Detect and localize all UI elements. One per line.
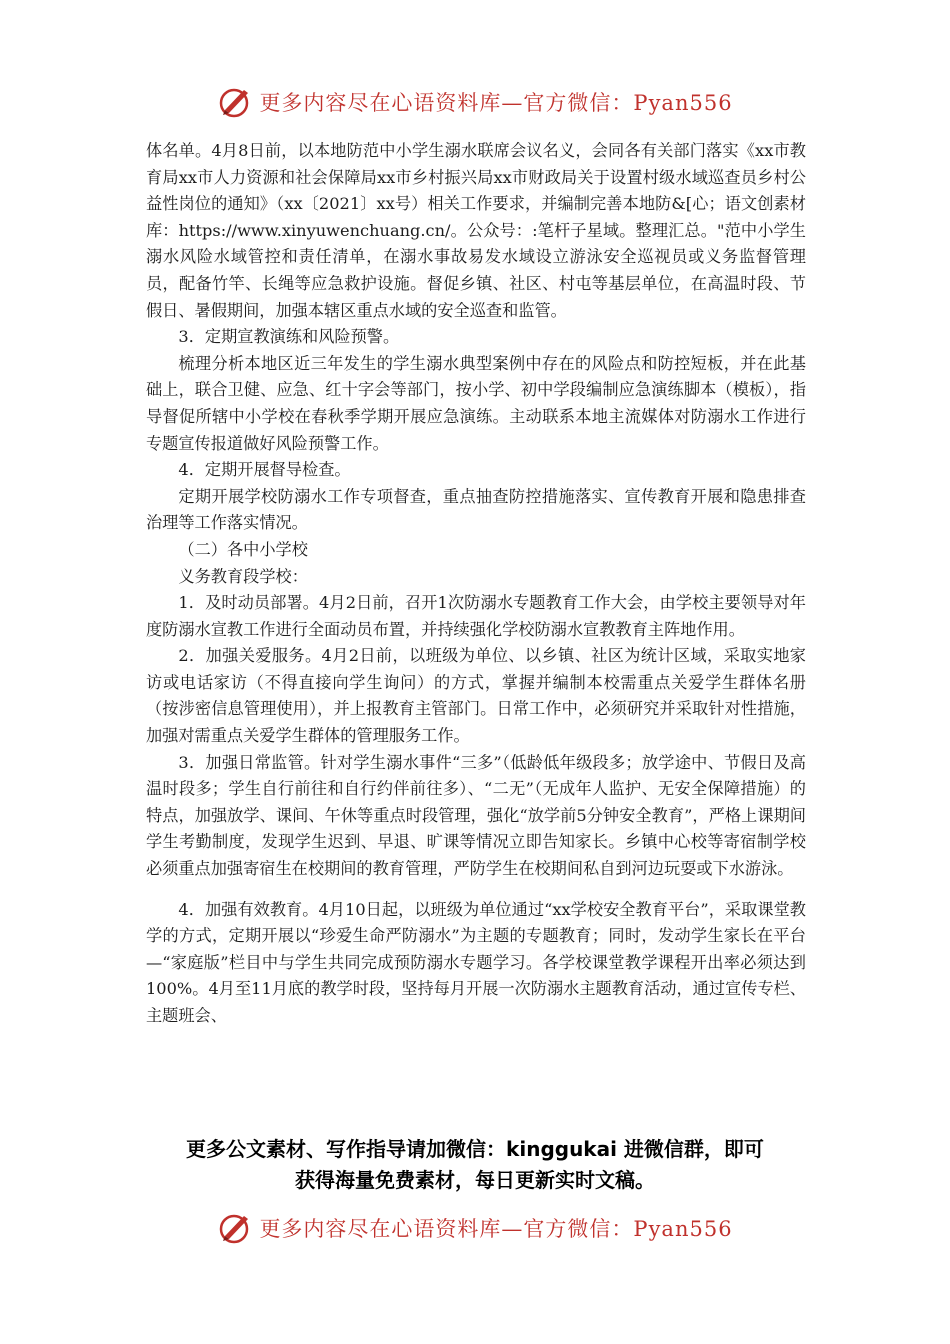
promo-line: 获得海量免费素材，每日更新实时文稿。 [295, 1168, 655, 1192]
section-heading: （二）各中小学校 [178, 539, 308, 559]
header-banner [0, 82, 950, 122]
promo-line: 更多公文素材、写作指导请加微信：kinggukai 进微信群，即可 [186, 1137, 764, 1161]
pen-and-circle-logo-icon [217, 1210, 253, 1246]
paragraph: 2．加强关爱服务。4月2日前，以班级为单位、以乡镇、社区为统计区域，采取实地家访或电话家访（不得直接向学生询问）的方式，掌握并编制本校需重点关爱学生群体名册（按涉密信息管理使用），并上报教育主管部门。日常工作中，必须研究并采取针对性措施，加强对需重点关爱学生群体的管理服务工作。 [146, 646, 806, 746]
section-heading: 4．定期开展督导检查。 [178, 460, 351, 480]
paragraph: 4．加强有效教育。4月10日起，以班级为单位通过“xx学校安全教育平台”，采取课堂教学的方式，定期开展以“珍爱生命严防溺水”为主题的专题教育；同时，发动学生家长在平台—“家庭版”栏目中与学生共同完成预防溺水专题学习。各学校课堂教学课程开出率必须达到100%。4月至11月底的教学时段，坚持每月开展一次防溺水主题教育活动，通过宣传专栏、主题班会、 [146, 899, 806, 1025]
paragraph: 3．加强日常监管。针对学生溺水事件“三多”（低龄低年级段多；放学途中、节假日及高温时段多；学生自行前往和自行约伴前往多）、“二无”（无成年人监护、无安全保障措施）的特点，加强放学、课间、午休等重点时段管理，强化“放学前5分钟安全教育”，严格上课期间学生考勤制度，发现学生迟到、早退、旷课等情况立即告知家长。乡镇中心校等寄宿制学校必须重点加强寄宿生在校期间的教育管理，严防学生在校期间私自到河边玩耍或下水游泳。 [146, 752, 806, 879]
footer-banner [0, 1208, 950, 1248]
paragraph: 定期开展学校防溺水工作专项督查，重点抽查防控措施落实、宣传教育开展和隐患排查治理等工作落实情况。 [146, 486, 806, 533]
pen-and-circle-logo-icon [217, 84, 253, 120]
sub-heading: 义务教育段学校： [178, 566, 308, 586]
paragraph: 1．及时动员部署。4月2日前，召开1次防溺水专题教育工作大会，由学校主要领导对年度防溺水宣教工作进行全面动员布置，并持续强化学校防溺水宣教教育主阵地作用。 [146, 593, 806, 639]
promo-notice [100, 1134, 850, 1196]
paragraph: 体名单。4月8日前，以本地防范中小学生溺水联席会议名义，会同各有关部门落实《xx市教育局xx市人力资源和社会保障局xx市乡村振兴局xx市财政局关于设置村级水域巡查员乡村公益性岗位的通知》（xx〔2021〕xx号）相关工作要求，并编制完善本地防&[心；语文创素材库：https://www.xinyuwenchuang.cn/。公众号：:笔杆子星域。整理汇总。"范中小学生溺水风险水域管控和责任清单，在溺水事故易发水域设立游泳安全巡视员或义务监督管理员，配备竹竿、长绳等应急救护设施。督促乡镇、社区、村屯等基层单位，在高温时段、节假日、暑假期间，加强本辖区重点水域的安全巡查和监管。 [146, 141, 806, 320]
section-heading: 3．定期宣教演练和风险预警。 [178, 327, 400, 347]
banner-text: 更多内容尽在心语资料库—官方微信：Pyan556 [259, 1217, 733, 1241]
banner-text: 更多内容尽在心语资料库—官方微信：Pyan556 [259, 91, 733, 115]
paragraph: 梳理分析本地区近三年发生的学生溺水典型案例中存在的风险点和防控短板，并在此基础上，联合卫健、应急、红十字会等部门，按小学、初中学段编制应急演练脚本（模板），指导督促所辖中小学校在春秋季学期开展应急演练。主动联系本地主流媒体对防溺水工作进行专题宣传报道做好风险预警工作。 [146, 353, 806, 453]
document-body [146, 138, 806, 1030]
